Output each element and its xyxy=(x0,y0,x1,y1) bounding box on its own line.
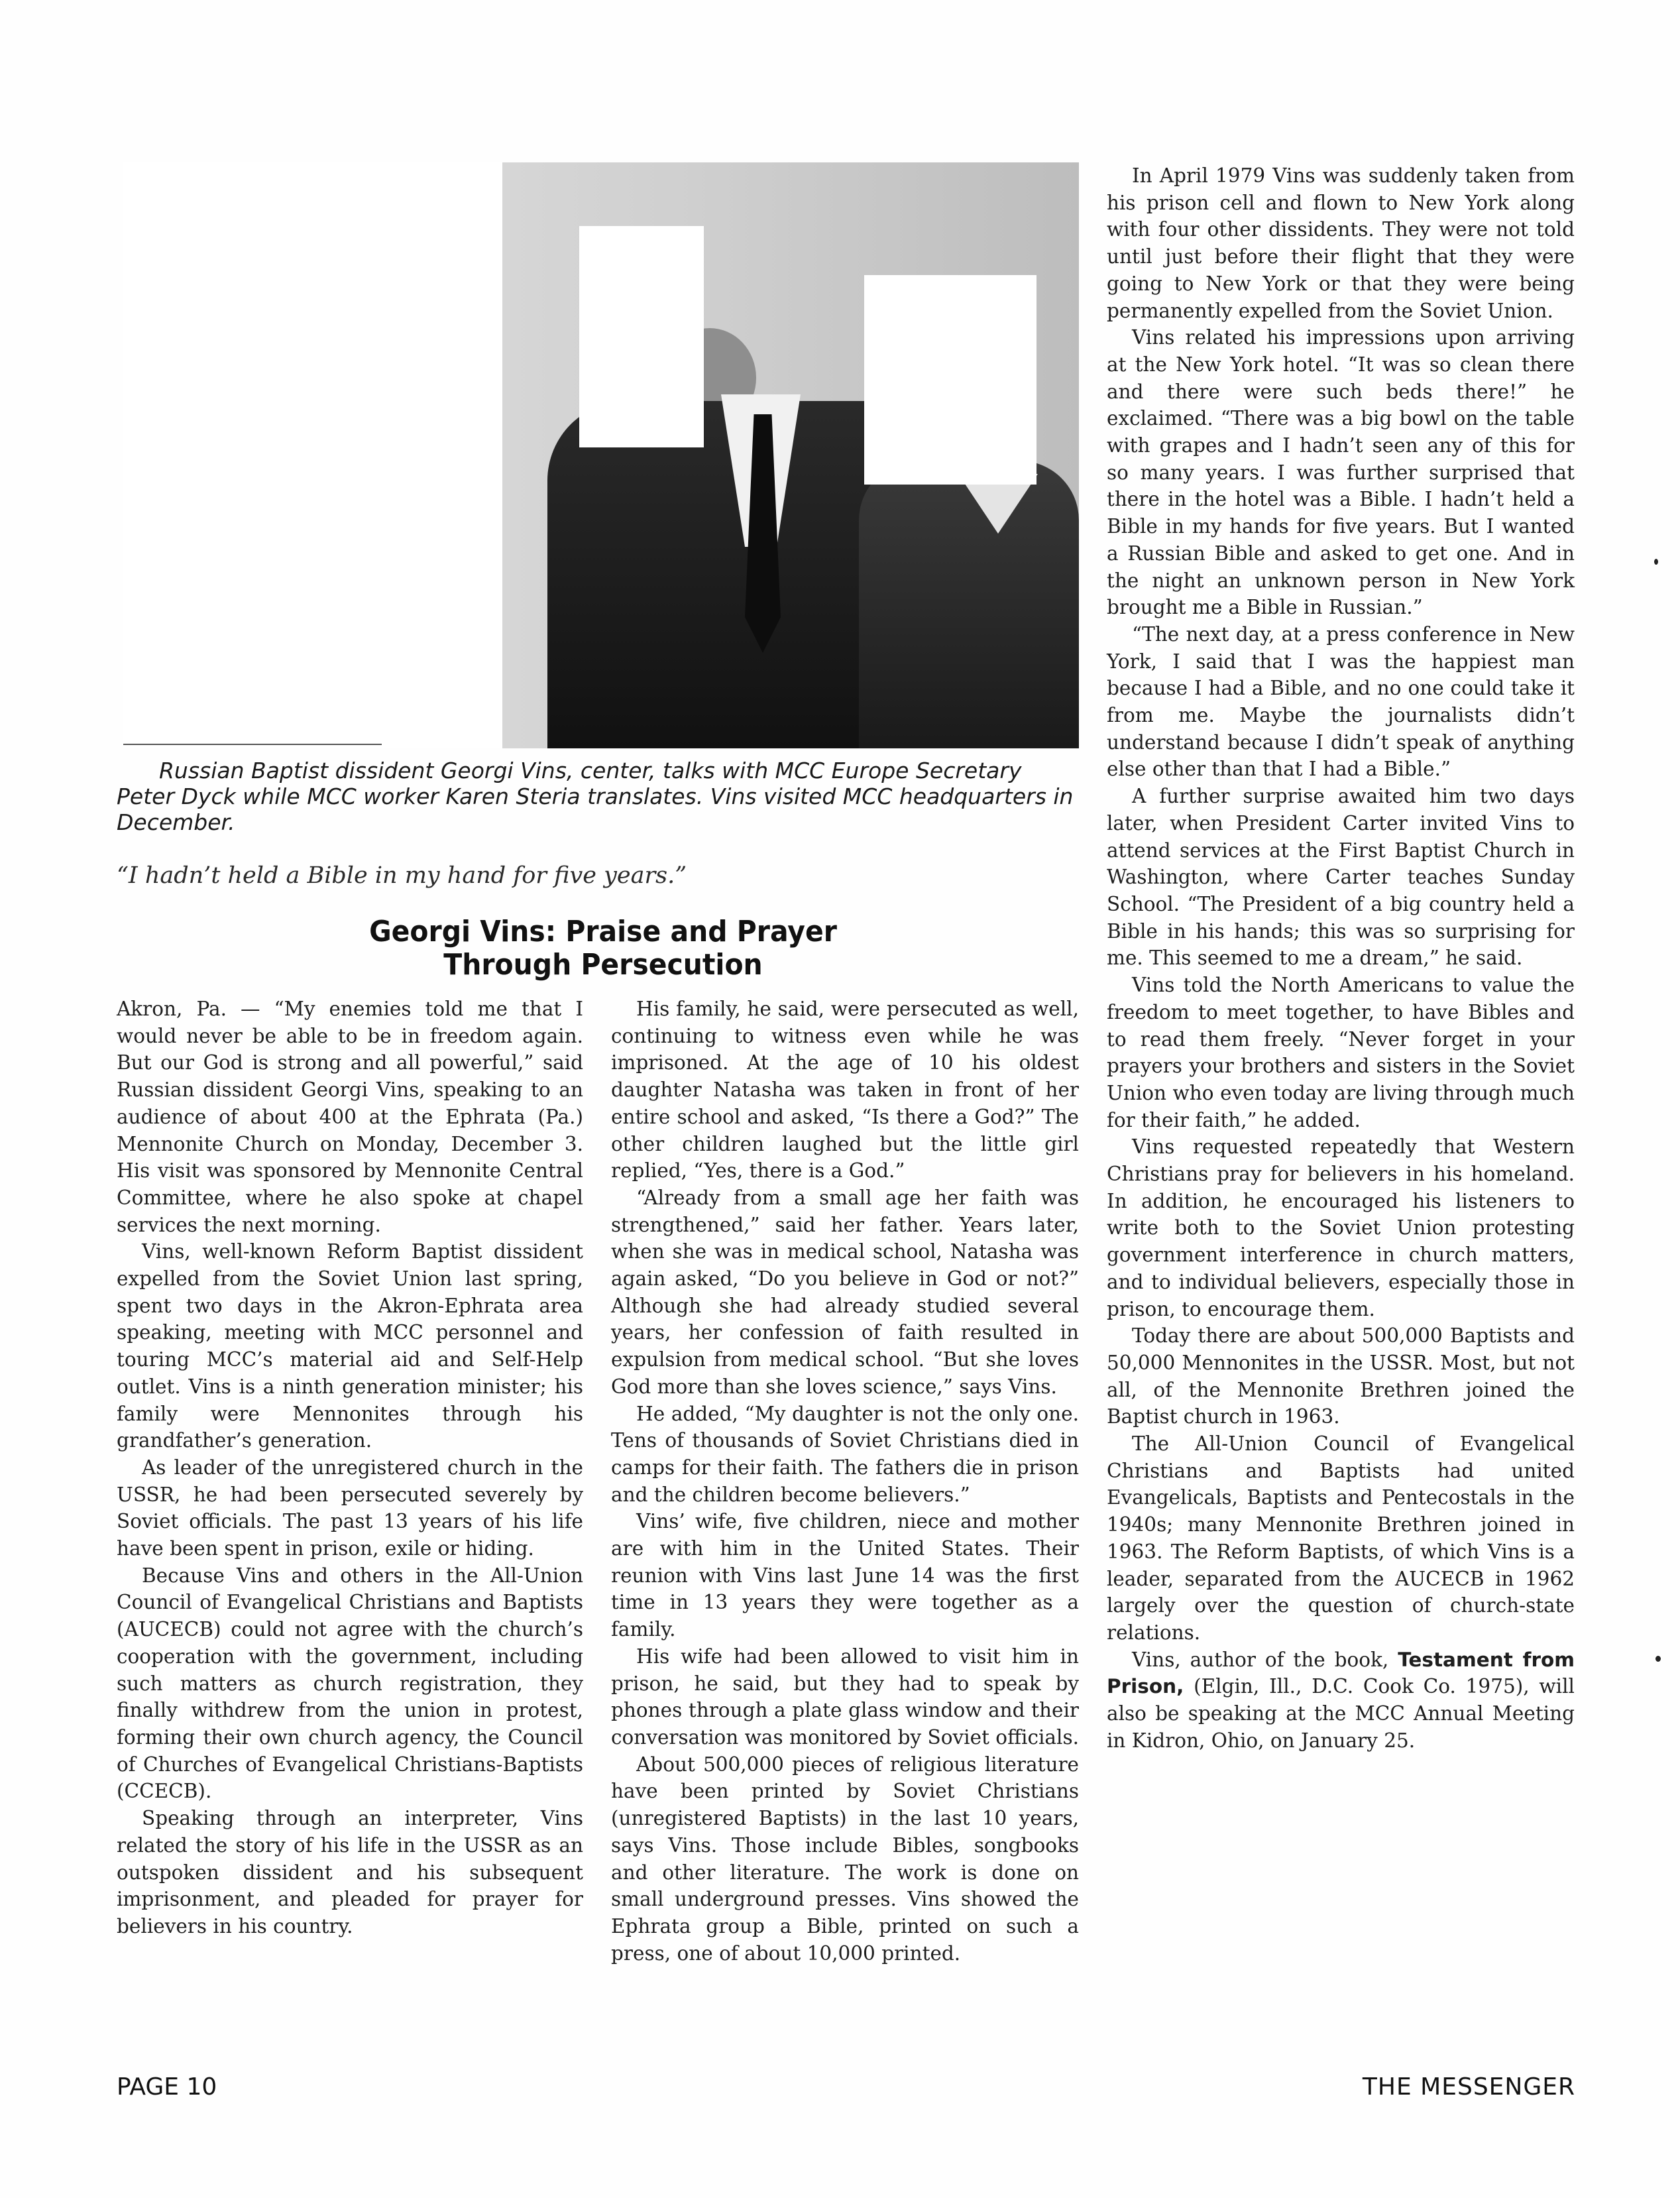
publication-name: THE MESSENGER xyxy=(1362,2073,1575,2101)
photo-blank-area xyxy=(123,162,502,748)
text-run: Vins, author of the book, xyxy=(1132,1648,1398,1671)
paragraph: “The next day, at a press conference in New York, I said that I was the happiest man because I had a Bible, and no one could take it from me. Maybe the journalists didn’t understand because I didn’t speak of anything else other than that I had a Bible.” xyxy=(1107,622,1575,781)
redaction-box xyxy=(579,226,704,447)
print-speck xyxy=(1654,559,1658,565)
paragraph: About 500,000 pieces of religious literature have been printed by Soviet Christians (unregistered Baptists) in the last 10 years, says Vins. Those include Bibles, songbooks and other literature. The work is done on small underground presses. Vins showed the Ephrata group a Bible, printed on such a press, one of about 10,000 printed. xyxy=(611,1753,1079,1965)
photo-figure-right xyxy=(859,461,1079,748)
book-title: Testament from Prison, xyxy=(1107,1648,1575,1698)
paragraph: As leader of the unregistered church in the USSR, he had been persecuted severely by Soviet officials. The past 13 years of his life have been spent in prison, exile or hiding. xyxy=(117,1456,583,1560)
paragraph: Vins’ wife, five children, niece and mother are with him in the United States. Their reunion with Vins last June 14 was the first time in 13 years they were together as a family. xyxy=(611,1510,1079,1641)
redaction-box xyxy=(864,275,1036,485)
paragraph: “Already from a small age her faith was strengthened,” said her father. Years later, when she was in medical school, Natasha was again asked, “Do you believe in God or not?” Although she had already studied several years, her confession of faith resulted in expulsion from medical school. “But she loves God more than she loves science,” says Vins. xyxy=(611,1186,1079,1398)
page-number: PAGE 10 xyxy=(117,2073,217,2101)
paragraph: Vins requested repeatedly that Western Christians pray for believers in his homeland. In addition, he encouraged his listeners to write both to the Soviet Union protesting government interference in church matters, and to individual believers, especially those in prison, to encourage them. xyxy=(1107,1135,1575,1320)
paragraph: The All-Union Council of Evangelical Christians and Baptists had united Evangelicals, Baptists and Pentecostals in the 1940s; many Mennonite Brethren joined in 1963. The Reform Baptists, of which Vins is a leader, separated from the AUCECB in 1962 largely over the question of church-state relations. xyxy=(1107,1432,1575,1644)
print-speck xyxy=(1655,1656,1661,1662)
paragraph: A further surprise awaited him two days later, when President Carter invited Vins to attend services at the First Baptist Church in Washington, where Carter teaches Sunday School. “The President of a big country held a Bible in his hands; this was so surprising for me. This seemed to me a dream,” he said. xyxy=(1107,785,1575,970)
paragraph: Speaking through an interpreter, Vins related the story of his life in the USSR as an outspoken dissident and his subsequent imprisonment, and pleaded for prayer for believers in his country. xyxy=(117,1807,583,1938)
article-headline xyxy=(153,915,1053,982)
text-run: (Elgin, Ill., D.C. Cook Co. 1975), will also be speaking at the MCC Annual Meeting in Kidron, Ohio, on January 25. xyxy=(1107,1675,1575,1752)
article-column-2 xyxy=(611,996,1079,1967)
headline-line-2: Through Persecution xyxy=(443,948,763,982)
paragraph: Akron, Pa. — “My enemies told me that I would never be able to be in freedom again. But our God is strong and all powerful,” said Russian dissident Georgi Vins, speaking to an audience of about 400 at the Ephrata (Pa.) Mennonite Church on Monday, December 3. His visit was sponsored by Mennonite Central Committee, where he also spoke at chapel services the next morning. xyxy=(117,998,583,1236)
paragraph: His wife had been allowed to visit him in prison, he said, but they had to speak by phones through a plate glass window and their conversation was monitored by Soviet officials. xyxy=(611,1645,1079,1749)
paragraph: Vins related his impressions upon arriving at the New York hotel. “It was so clean there and there were such beds there!” he exclaimed. “There was a big bowl on the table with grapes and I hadn’t seen any of this for so many years. I was further surprised that there in the hotel was a Bible. I hadn’t held a Bible in my hands for five years. But I wanted a Russian Bible and asked to get one. And in the night an unknown person in New York brought me a Bible in Russian.” xyxy=(1107,326,1575,619)
paragraph: In April 1979 Vins was suddenly taken from his prison cell and flown to New York along with four other dissidents. They were not told until just before their flight that they were going to New York or that they were being permanently expelled from the Soviet Union. xyxy=(1107,164,1575,322)
article-column-1 xyxy=(117,996,583,1940)
paragraph: Today there are about 500,000 Baptists and 50,000 Mennonites in the USSR. Most, but not all, of the Mennonite Brethren joined the Baptist church in 1963. xyxy=(1107,1324,1575,1428)
paragraph: Vins, well-known Reform Baptist dissident expelled from the Soviet Union last spring, spent two days in the Akron-Ephrata area speaking, meeting with MCC personnel and touring MCC’s material aid and Self-Help outlet. Vins is a ninth generation minister; his family were Mennonites through his grandfather’s generation. xyxy=(117,1240,583,1452)
paragraph: He added, “My daughter is not the only one. Tens of thousands of Soviet Christians died in camps for their faith. The fathers die in prison and the children become believers.” xyxy=(611,1402,1079,1506)
article-column-3 xyxy=(1107,162,1575,1754)
paragraph: Vins told the North Americans to value the freedom to meet together, to have Bibles and to read them freely. “Never forget in your prayers your brothers and sisters in the Soviet Union who even today are living through much for their faith,” he added. xyxy=(1107,974,1575,1131)
photo-caption: Russian Baptist dissident Georgi Vins, center, talks with MCC Europe Secretary Peter Dyck while MCC worker Karen Steria translates. Vins visited MCC headquarters in December. xyxy=(117,758,1074,835)
news-photo xyxy=(123,162,1079,748)
paragraph: His family, he said, were persecuted as well, continuing to witness even while he was imprisoned. At the age of 10 his oldest daughter Natasha was taken in front of her entire school and asked, “Is there a God?” The other children laughed but the little girl replied, “Yes, there is a God.” xyxy=(611,998,1079,1183)
paragraph xyxy=(1107,1647,1575,1755)
photo-rule xyxy=(123,744,382,745)
pull-quote: “I hadn’t held a Bible in my hand for five years.” xyxy=(117,862,687,889)
paragraph: Because Vins and others in the All-Union Council of Evangelical Christians and Baptists (AUCECB) could not agree with the church’s cooperation with the government, including such matters as church registration, they finally withdrew from the union in protest, forming their own church agency, the Council of Churches of Evangelical Christians-Baptists (CCECB). xyxy=(117,1564,583,1803)
headline-line-1: Georgi Vins: Praise and Prayer xyxy=(369,915,837,949)
